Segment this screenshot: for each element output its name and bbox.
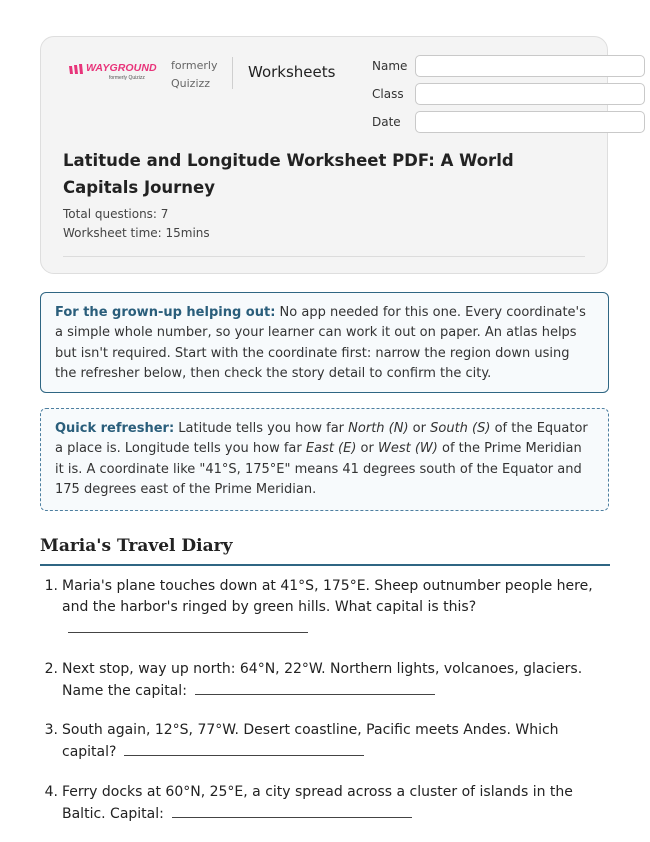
question-number: 2. bbox=[44, 661, 58, 677]
class-field[interactable] bbox=[415, 83, 645, 105]
question-text: Maria's plane touches down at 41°S, 175°E. Sheep outnumber people here, and the harbor's ringed by green hills. What capital is this? bbox=[62, 578, 593, 615]
formerly-label: formerly Quizizz bbox=[171, 59, 218, 90]
question-text: Next stop, way up north: 64°N, 22°W. Northern lights, volcanoes, glaciers. Name the capital: bbox=[62, 661, 583, 699]
refresher-text-2: or bbox=[408, 421, 431, 436]
worksheet-header-card bbox=[40, 36, 608, 274]
refresher-text-5: of the Prime Meridian it is. A coordinate like "41°S, 175°E" means 41 degrees south of the Equator and 175 degrees east of the Prime Meridian. bbox=[55, 441, 582, 497]
wayground-logo bbox=[69, 62, 157, 84]
refresher-north: North (N) bbox=[348, 421, 409, 436]
worksheet-title: Latitude and Longitude Worksheet PDF: A World Capitals Journey bbox=[63, 151, 514, 197]
worksheets-label: Worksheets bbox=[248, 63, 336, 81]
answer-line[interactable] bbox=[195, 680, 435, 695]
refresher-text-4: or bbox=[356, 441, 378, 457]
answer-line[interactable] bbox=[68, 632, 308, 633]
logo-wordmark: WAYGROUND bbox=[86, 62, 157, 74]
question-number: 3. bbox=[44, 722, 58, 738]
grownup-note-box bbox=[40, 292, 609, 393]
header-divider bbox=[232, 57, 233, 89]
question-text: Ferry docks at 60°N, 25°E, a city spread across a cluster of islands in the Baltic. Capital: bbox=[62, 784, 573, 822]
refresher-east: East (E) bbox=[305, 441, 357, 457]
worksheet-time: Worksheet time: 15mins bbox=[63, 226, 210, 240]
class-label: Class bbox=[372, 87, 404, 101]
total-questions: Total questions: 7 bbox=[63, 207, 169, 221]
refresher-lead: Quick refresher: bbox=[55, 421, 175, 436]
refresher-box bbox=[40, 408, 609, 511]
logo-mark-icon bbox=[69, 64, 85, 74]
name-field[interactable] bbox=[415, 55, 645, 77]
question-number: 4. bbox=[44, 784, 58, 800]
grownup-note-body: No app needed for this one. Every coordinate's a simple whole number, so your learner can work it out on paper. An atlas helps but isn't required. Start with the coordinate first: narrow the region down using the refresher below, then check the story detail to confirm the city. bbox=[55, 305, 586, 381]
grownup-note-lead: For the grown-up helping out: bbox=[55, 305, 276, 320]
refresher-text-3: of the Equator a place is. Longitude tells you how far bbox=[55, 421, 588, 457]
section-divider bbox=[40, 564, 610, 566]
name-label: Name bbox=[372, 59, 408, 73]
refresher-south: South (S) bbox=[430, 421, 491, 436]
card-divider bbox=[63, 256, 585, 257]
question-text: South again, 12°S, 77°W. Desert coastline, Pacific meets Andes. Which capital? bbox=[62, 722, 559, 760]
answer-line[interactable] bbox=[124, 741, 364, 756]
date-label: Date bbox=[372, 115, 401, 129]
logo-subtext: formerly Quizizz bbox=[109, 75, 145, 81]
date-field[interactable] bbox=[415, 111, 645, 133]
answer-line[interactable] bbox=[172, 803, 412, 818]
refresher-text-1: Latitude tells you how far bbox=[174, 421, 349, 436]
section-title: Maria's Travel Diary bbox=[40, 536, 233, 556]
question-item bbox=[40, 576, 610, 636]
question-number: 1. bbox=[44, 578, 58, 594]
refresher-west: West (W) bbox=[378, 441, 438, 457]
